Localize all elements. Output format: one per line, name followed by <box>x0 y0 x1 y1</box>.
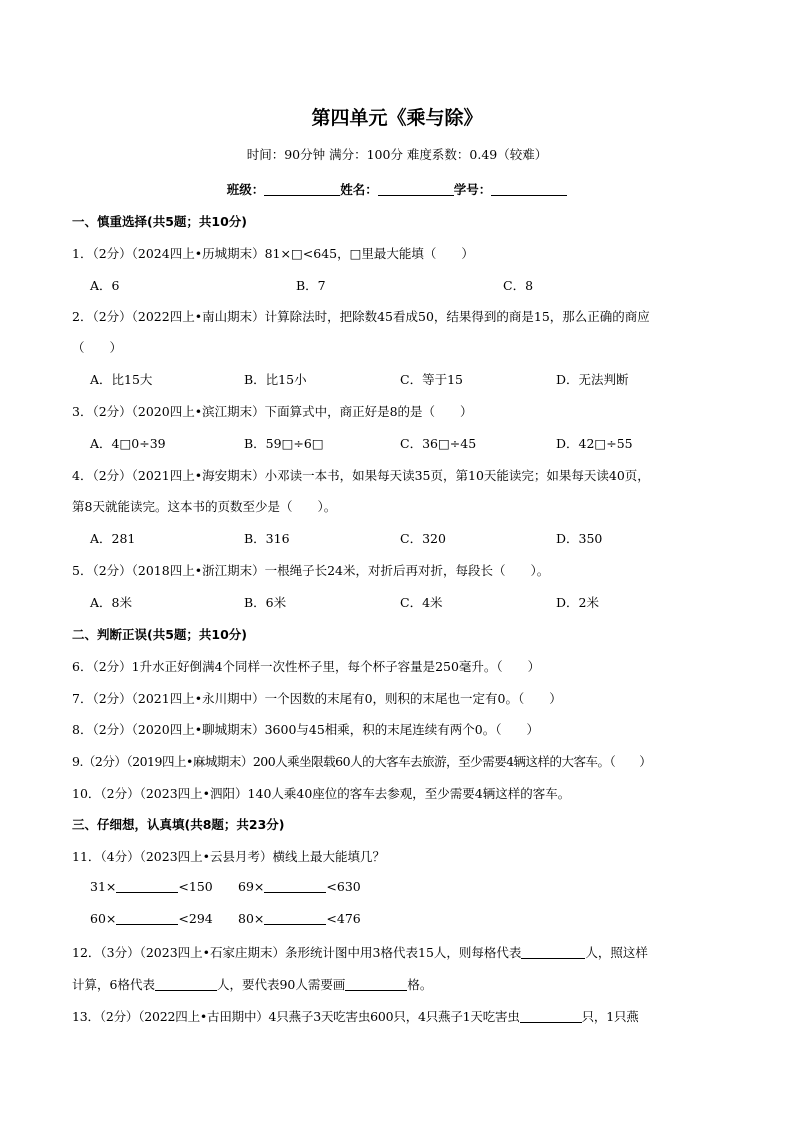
q11-item-4-post: <476 <box>326 911 361 926</box>
q11-item-1-pre: 31× <box>90 879 117 894</box>
q11-item-3-post: <294 <box>178 911 213 926</box>
question-11: 11．（4分）（2023四上•云县月考）横线上最大能填几？ <box>72 849 386 864</box>
q12-blank-1[interactable] <box>521 945 585 959</box>
q5-option-c[interactable]: C．4米 <box>400 595 443 610</box>
question-6: 6．（2分）1升水正好倒满4个同样一次性杯子里，每个杯子容量是250毫升。（ ） <box>72 659 541 674</box>
question-12-cont <box>72 975 432 993</box>
q1-option-c[interactable]: C．8 <box>503 278 534 293</box>
q11-item-3-pre: 60× <box>90 911 117 926</box>
question-2-cont: （ ） <box>72 340 123 355</box>
page-title: 第四单元《乘与除》 <box>311 107 483 129</box>
question-3: 3．（2分）（2020四上•滨江期末）下面算式中，商正好是8的是（ ） <box>72 404 473 419</box>
question-4: 4．（2分）（2021四上•海安期末）小邓读一本书，如果每天读35页，第10天能读完；如果每天读40页， <box>72 468 650 483</box>
q5-option-d[interactable]: D．2米 <box>556 595 599 610</box>
q1-option-b[interactable]: B．7 <box>296 278 326 293</box>
question-9: 9.（2分）（2019四上•麻城期末）200人乘坐限载60人的大客车去旅游，至少需要4辆这样的大客车。（ ） <box>72 754 652 769</box>
q12-part-e: 格。 <box>407 977 433 992</box>
q11-blank-4[interactable] <box>264 911 326 925</box>
q3-option-a[interactable]: A．4□0÷39 <box>90 436 166 451</box>
q11-item-4-pre: 80× <box>238 911 265 926</box>
q12-blank-3[interactable] <box>345 977 407 991</box>
q4-option-b[interactable]: B．316 <box>244 531 290 546</box>
q11-blank-2[interactable] <box>264 879 326 893</box>
q1-option-a[interactable]: A．6 <box>90 278 120 293</box>
q11-item-3 <box>90 911 213 926</box>
q11-item-1 <box>90 879 213 894</box>
q13-part-a: 13．（2分）（2022四上•古田期中）4只燕子3天吃害虫600只，4只燕子1天吃害虫 <box>72 1009 520 1024</box>
q2-option-c[interactable]: C．等于15 <box>400 372 463 387</box>
question-5: 5．（2分）（2018四上•浙江期末）一根绳子长24米，对折后再对折，每段长（ ）。 <box>72 563 550 578</box>
question-4-cont: 第8天就能读完。这本书的页数至少是（ ）。 <box>72 499 337 514</box>
q3-option-d[interactable]: D．42□÷55 <box>556 436 633 451</box>
q11-item-2-pre: 69× <box>238 879 265 894</box>
q12-part-d: 人，要代表90人需要画 <box>216 977 346 992</box>
q12-part-b: 人，照这样 <box>585 945 648 960</box>
q5-option-b[interactable]: B．6米 <box>244 595 287 610</box>
question-10: 10．（2分）（2023四上•泗阳）140人乘40座位的客车去参观，至少需要4辆这样的客车。 <box>72 786 571 801</box>
exam-meta: 时间：90分钟 满分：100分 难度系数：0.49（较难） <box>246 147 548 162</box>
section-choice: 一、慎重选择(共5题；共10分) <box>72 214 248 229</box>
question-2: 2．（2分）（2022四上•南山期末）计算除法时，把除数45看成50，结果得到的商是15，那么正确的商应 <box>72 309 650 324</box>
q12-blank-2[interactable] <box>155 977 217 991</box>
class-label: 班级： <box>226 182 265 197</box>
q11-item-4 <box>238 911 361 926</box>
q12-part-a: 12．（3分）（2023四上•石家庄期末）条形统计图中用3格代表15人，则每格代表 <box>72 945 522 960</box>
section-true-false: 二、判断正误(共5题；共10分) <box>72 627 248 642</box>
question-1: 1．（2分）（2024四上•历城期末）81×□<645，□里最大能填（ ） <box>72 246 474 261</box>
q3-option-b[interactable]: B．59□÷6□ <box>244 436 324 451</box>
q4-option-a[interactable]: A．281 <box>90 531 136 546</box>
question-7: 7．（2分）（2021四上•永川期中）一个因数的末尾有0，则积的末尾也一定有0。（ ） <box>72 691 562 706</box>
q13-part-b: 只，1只燕 <box>581 1009 639 1024</box>
name-label: 姓名： <box>340 182 378 197</box>
student-info <box>0 180 794 198</box>
q13-blank-1[interactable] <box>520 1009 582 1023</box>
id-label: 学号： <box>453 182 492 197</box>
q11-item-2-post: <630 <box>326 879 361 894</box>
section-fill-in: 三、仔细想，认真填(共8题；共23分) <box>72 817 285 832</box>
question-13 <box>72 1007 639 1025</box>
q2-option-d[interactable]: D．无法判断 <box>556 372 629 387</box>
q4-option-d[interactable]: D．350 <box>556 531 603 546</box>
q2-option-b[interactable]: B．比15小 <box>244 372 307 387</box>
q11-blank-1[interactable] <box>116 879 178 893</box>
name-blank[interactable] <box>378 182 454 196</box>
q11-item-2 <box>238 879 361 894</box>
q5-option-a[interactable]: A．8米 <box>90 595 132 610</box>
class-blank[interactable] <box>264 182 340 196</box>
id-blank[interactable] <box>491 182 567 196</box>
question-12 <box>72 943 648 961</box>
question-8: 8．（2分）（2020四上•聊城期末）3600与45相乘，积的末尾连续有两个0。（ ） <box>72 722 540 737</box>
q4-option-c[interactable]: C．320 <box>400 531 446 546</box>
q12-part-c: 计算，6格代表 <box>72 977 155 992</box>
q3-option-c[interactable]: C．36□÷45 <box>400 436 477 451</box>
q11-item-1-post: <150 <box>178 879 213 894</box>
q2-option-a[interactable]: A．比15大 <box>90 372 153 387</box>
q11-blank-3[interactable] <box>116 911 178 925</box>
